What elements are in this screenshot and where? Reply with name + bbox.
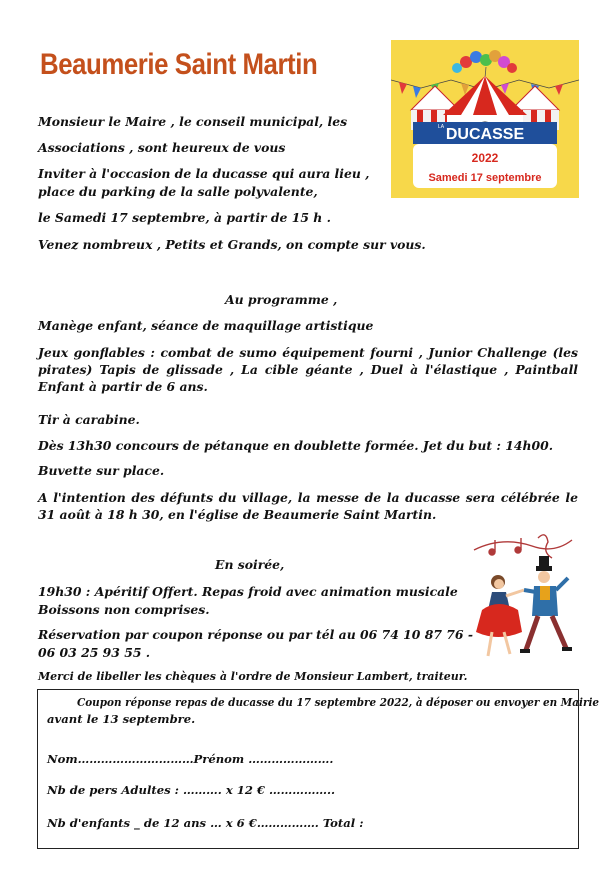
evening-heading: En soirée, bbox=[215, 557, 285, 572]
circus-tent-illustration bbox=[391, 40, 579, 198]
coupon-name-field[interactable]: Nom…………………………Prénom …………………. bbox=[47, 752, 334, 766]
programme-item: Manège enfant, séance de maquillage artistique bbox=[38, 318, 374, 333]
dancing-couple-illustration bbox=[462, 532, 584, 672]
intro-line: le Samedi 17 septembre, à partir de 15 h . bbox=[38, 210, 331, 225]
evening-item: 06 03 25 93 55 . bbox=[38, 645, 151, 660]
programme-heading: Au programme , bbox=[225, 292, 338, 307]
intro-line: Monsieur le Maire , le conseil municipal, les bbox=[38, 114, 348, 129]
programme-item: Dès 13h30 concours de pétanque en doublette formée. Jet du but : 14h00. bbox=[38, 438, 554, 453]
poster-date: Samedi 17 septembre bbox=[428, 172, 542, 184]
intro-line: Venez nombreux , Petits et Grands, on compte sur vous. bbox=[38, 237, 426, 252]
intro-line: Inviter à l'occasion de la ducasse qui aura lieu , bbox=[38, 166, 370, 181]
balloons-icon bbox=[452, 50, 517, 78]
evening-item: Boissons non comprises. bbox=[38, 602, 210, 617]
page-title: Beaumerie Saint Martin bbox=[40, 48, 318, 81]
programme-item: Tir à carabine. bbox=[38, 412, 140, 427]
ducasse-poster bbox=[391, 40, 579, 198]
poster-year: 2022 bbox=[471, 151, 499, 165]
poster-banner: DUCASSE bbox=[445, 126, 525, 143]
intro-line: place du parking de la salle polyvalente, bbox=[38, 184, 318, 199]
reply-coupon bbox=[37, 689, 600, 849]
coupon-adults-field[interactable]: Nb de pers Adultes : ………. x 12 € …………….. bbox=[47, 783, 336, 797]
music-notes-icon bbox=[474, 535, 572, 558]
coupon-children-field[interactable]: Nb d'enfants _ de 12 ans … x 6 €……………. Total : bbox=[47, 816, 364, 830]
programme-item: Jeux gonflables : combat de sumo équipement fourni , Junior Challenge (les pirates) Tapis de glissade , La cible géante , Duel à l'élastique , Paintball Enfant à partir de 6 ans. bbox=[38, 345, 578, 394]
coupon-deadline: avant le 13 septembre. bbox=[47, 712, 196, 726]
programme-item: A l'intention des défunts du village, la messe de la ducasse sera célébrée le 31 août à 18 h 30, en l'église de Beaumerie Saint Martin. bbox=[38, 490, 578, 522]
intro-line: Associations , sont heureux de vous bbox=[38, 140, 286, 155]
coupon-header: Coupon réponse repas de ducasse du 17 septembre 2022, à déposer ou envoyer en Mairie bbox=[76, 695, 600, 709]
programme-item: Buvette sur place. bbox=[38, 463, 165, 478]
evening-item: Réservation par coupon réponse ou par tél au 06 74 10 87 76 - bbox=[38, 627, 473, 642]
cheques-note: Merci de libeller les chèques à l'ordre de Monsieur Lambert, traiteur. bbox=[38, 670, 468, 683]
evening-item: 19h30 : Apéritif Offert. Repas froid avec animation musicale bbox=[38, 584, 458, 599]
poster-small-label: LA bbox=[437, 124, 445, 130]
